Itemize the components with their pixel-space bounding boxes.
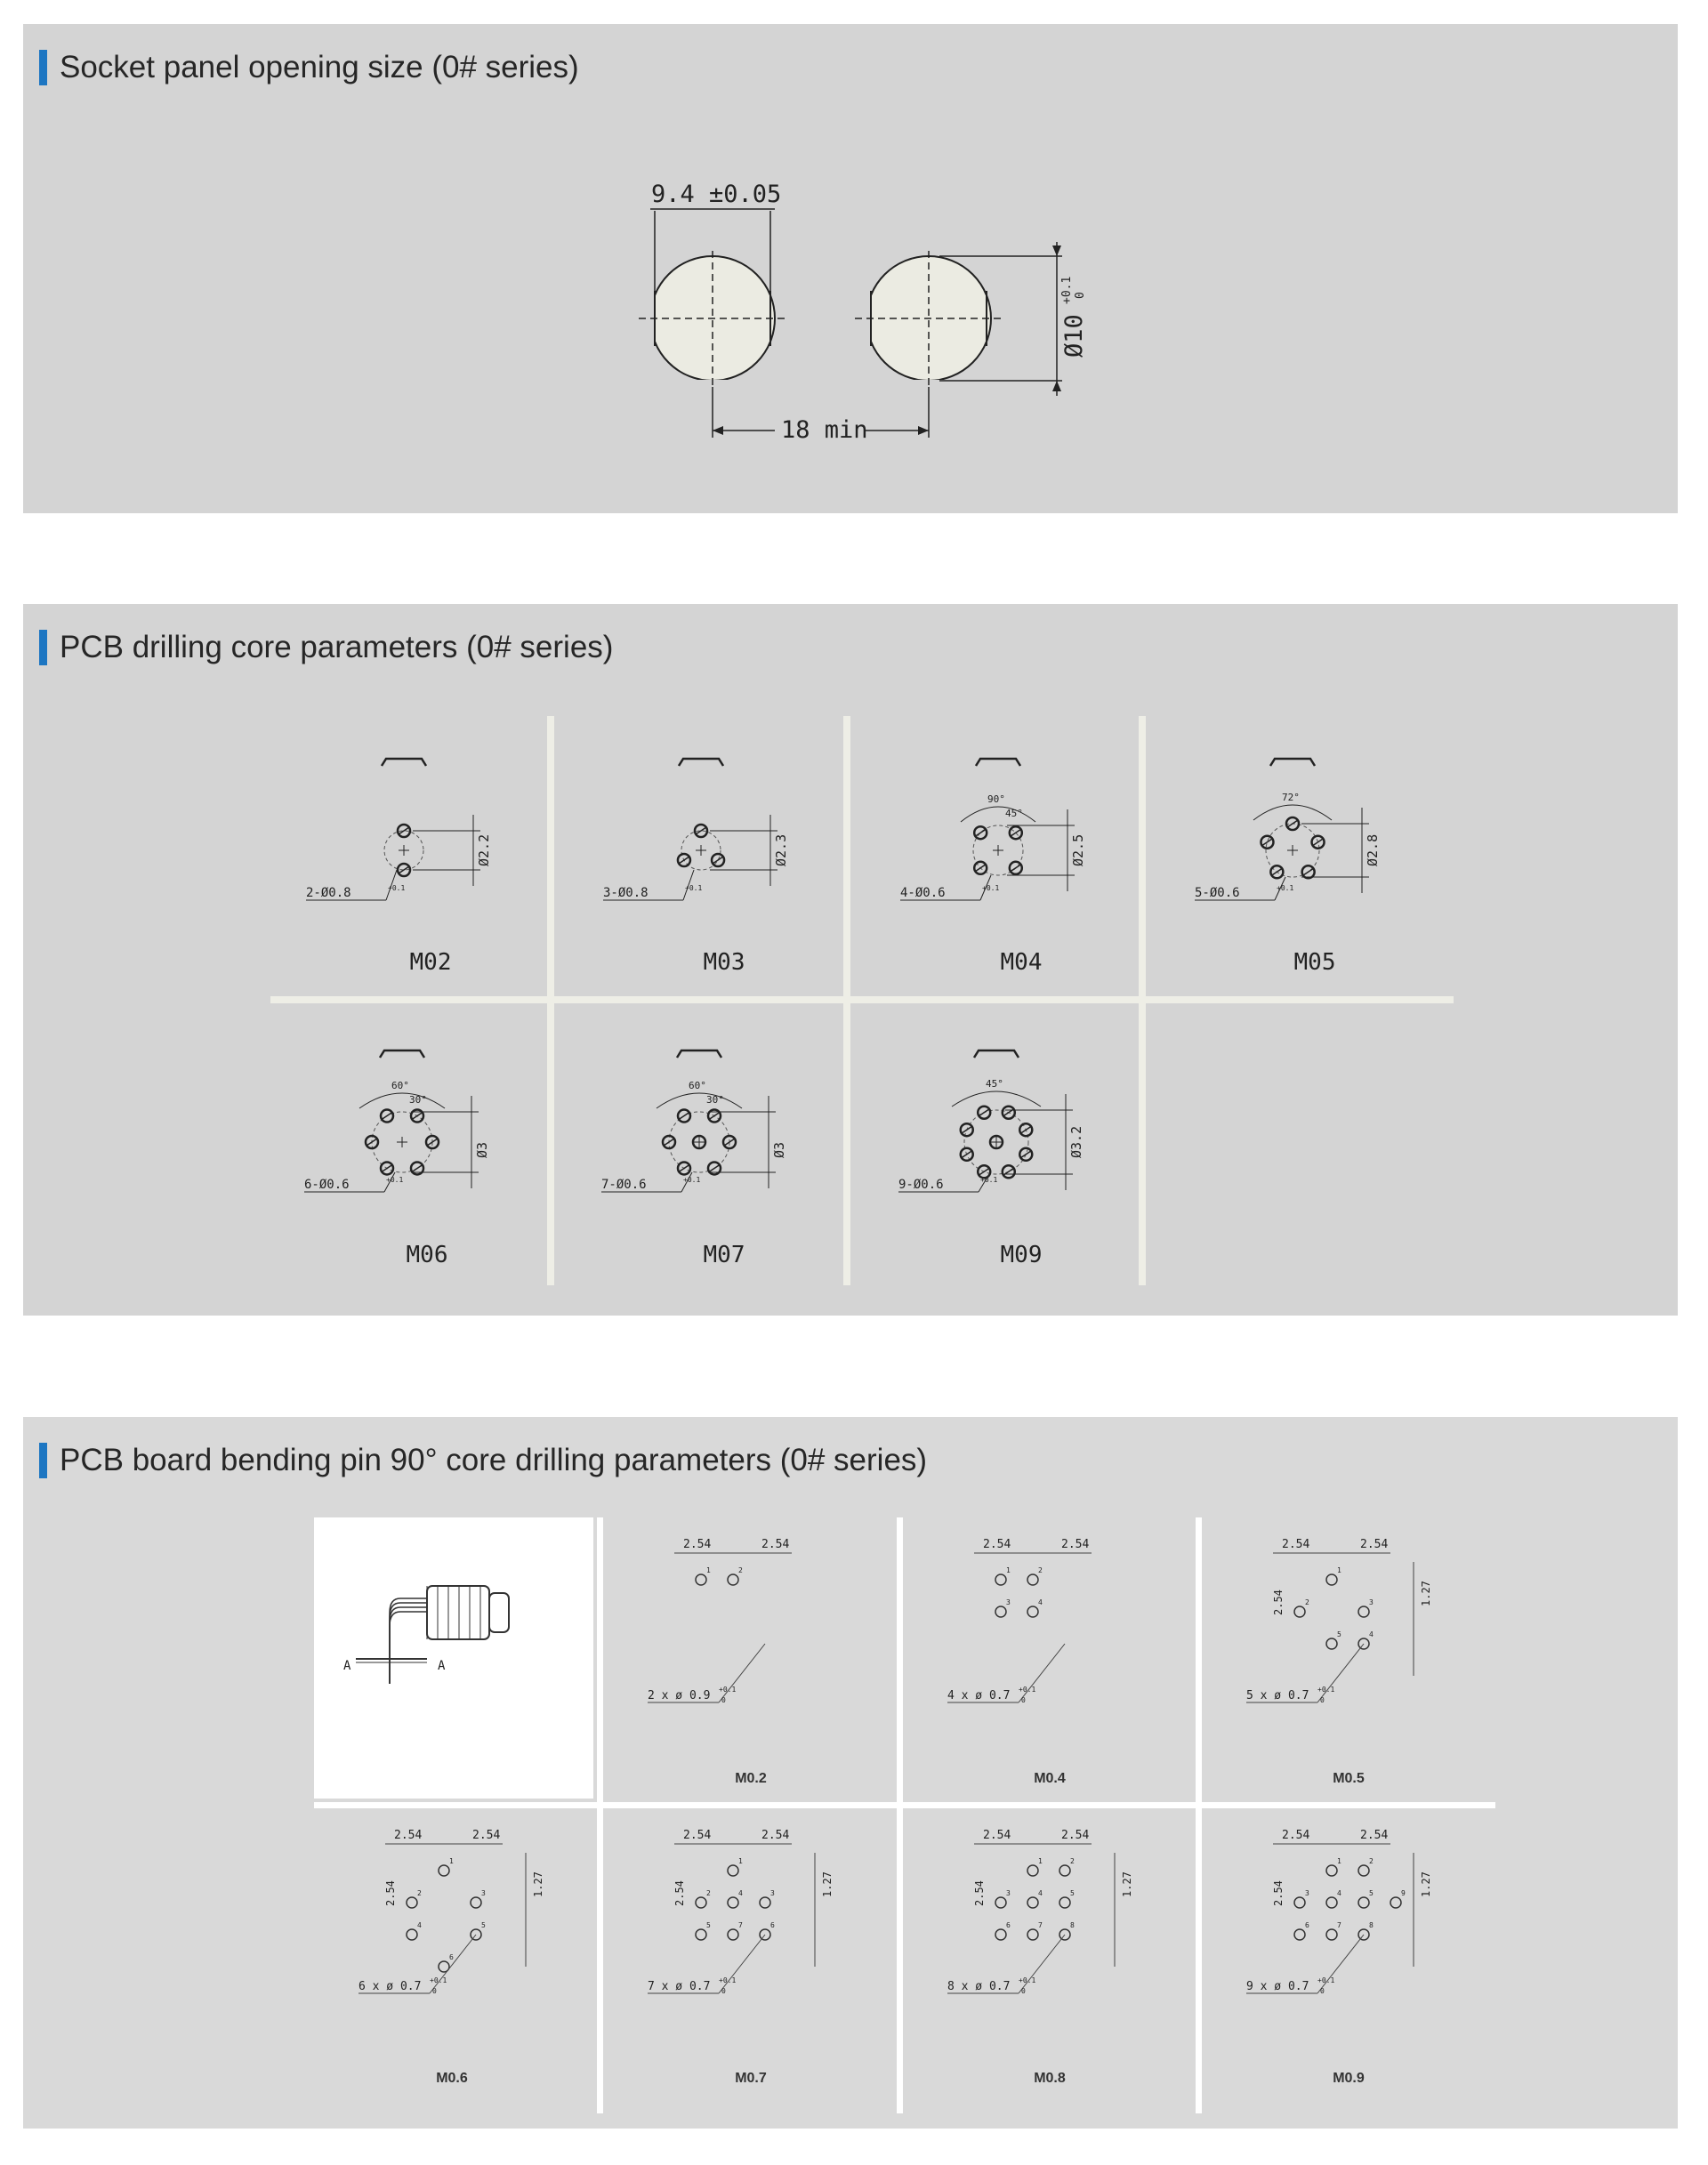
pin-hole (995, 1929, 1006, 1940)
dim-label-half: 1.27 (1121, 1871, 1133, 1897)
pin-hole (471, 1897, 481, 1908)
key-mark (677, 1050, 721, 1058)
pin-hole (1326, 1897, 1337, 1908)
angle-label-2: 45° (1005, 808, 1023, 819)
dim-label-vertical: 2.54 (1272, 1590, 1285, 1615)
angle-label: 60° (391, 1080, 409, 1091)
pin-number: 5 (1337, 1630, 1341, 1638)
pin-number: 6 (770, 1921, 775, 1929)
cell-label-m09: M09 (1000, 1242, 1043, 1268)
section-mark-right: A (438, 1659, 446, 1673)
dim-label: 2.54 (1360, 1829, 1389, 1842)
callout-leader (1019, 1644, 1065, 1702)
drill-pattern-m03 (603, 759, 789, 900)
section-mark-left: A (343, 1659, 351, 1673)
dim-label: 2.54 (761, 1538, 790, 1551)
pin-number: 3 (1369, 1598, 1374, 1606)
diameter-label: Ø2.5 (1070, 833, 1086, 866)
pin-hole (1027, 1574, 1038, 1585)
pin-hole (728, 1865, 738, 1876)
angle-label-2: 30° (706, 1094, 724, 1106)
pin-number: 1 (1337, 1566, 1341, 1574)
drill-hole-mark (1271, 868, 1282, 875)
pin-hole (1326, 1865, 1337, 1876)
pcb-drilling-drawings (23, 604, 1678, 1316)
pin-number: 3 (1006, 1889, 1011, 1897)
drill-hole-mark (979, 1109, 989, 1116)
diameter-tol-lower: 0 (1074, 292, 1087, 299)
pin-hole (1294, 1897, 1305, 1908)
hole-tolerance: +0.1 (1277, 884, 1294, 892)
hole-callout: 7-Ø0.6 (601, 1178, 647, 1192)
hole-callout: 9-Ø0.6 (898, 1178, 944, 1192)
pin-hole (1390, 1897, 1401, 1908)
dim-label: 2.54 (683, 1829, 712, 1842)
cell-label-m06: M06 (406, 1242, 448, 1268)
pin-hole (439, 1865, 449, 1876)
pin-number: 4 (1369, 1630, 1374, 1638)
drill-hole-mark (1011, 865, 1021, 872)
hole-tol-lower: 0 (1320, 1696, 1325, 1704)
pin-number: 3 (481, 1889, 486, 1897)
drill-hole-mark (679, 857, 689, 864)
dim-label-vertical: 2.54 (1272, 1880, 1285, 1906)
pin-hole (1027, 1606, 1038, 1617)
dim-label: 2.54 (683, 1538, 712, 1551)
hole-tolerance: +0.1 (386, 1176, 404, 1184)
cell-label-m0-6: M0.6 (436, 2071, 468, 2086)
panel-opening-drawing (23, 24, 1678, 513)
hole-tolerance: +0.1 (388, 884, 406, 892)
pin-number: 6 (1006, 1921, 1011, 1929)
diameter-tol-upper: +0.1 (1060, 276, 1074, 304)
pin-hole (407, 1897, 417, 1908)
pin-hole (760, 1897, 770, 1908)
bend-pattern-m0-6 (359, 1829, 544, 1995)
section-title-text: PCB drilling core parameters (0# series) (60, 630, 614, 664)
section-title-text: Socket panel opening size (0# series) (60, 50, 579, 85)
pin-hole (728, 1929, 738, 1940)
drill-hole-mark (713, 857, 723, 864)
bend-pattern-m0-2 (648, 1538, 792, 1704)
drill-hole-mark (1261, 839, 1272, 846)
pin-hole (1059, 1865, 1070, 1876)
diameter-label: Ø3 (474, 1141, 490, 1158)
pin-number: 4 (1038, 1889, 1043, 1897)
dim-label: 2.54 (1061, 1538, 1090, 1551)
drill-pattern-m07 (601, 1050, 787, 1192)
pin-hole (696, 1574, 706, 1585)
drill-hole-mark (412, 1164, 423, 1171)
pin-hole (1326, 1574, 1337, 1585)
callout-leader (1317, 1644, 1364, 1702)
drill-hole-mark (962, 1126, 972, 1133)
pin-number: 6 (449, 1953, 454, 1961)
diameter-label: Ø2.3 (773, 833, 789, 866)
hole-callout: 3-Ø0.8 (603, 886, 649, 900)
pin-number: 1 (1337, 1857, 1341, 1865)
hole-callout: 6 x ø 0.7 (359, 1980, 422, 1993)
diameter-label: Ø2.2 (476, 833, 492, 866)
pin-number: 8 (1369, 1921, 1374, 1929)
cell-label-m0-2: M0.2 (735, 1771, 767, 1786)
drill-hole-mark (367, 1139, 377, 1146)
drill-hole-mark (1313, 839, 1324, 846)
bent-pin (390, 1607, 427, 1684)
pin-hole (1358, 1606, 1369, 1617)
pcb-bending-section (23, 1417, 1678, 2129)
hole-callout: 7 x ø 0.7 (648, 1980, 711, 1993)
drill-hole-mark (664, 1139, 674, 1146)
pin-number: 7 (1337, 1921, 1341, 1929)
pin-number: 6 (1305, 1921, 1309, 1929)
hole-tol-lower: 0 (721, 1696, 726, 1704)
pin-number: 7 (738, 1921, 743, 1929)
dim-label: 2.54 (1282, 1538, 1310, 1551)
socket-panel-section (23, 24, 1678, 513)
pin-number: 3 (1006, 1598, 1011, 1606)
left-opening (639, 251, 786, 387)
pin-hole (728, 1574, 738, 1585)
cell-label-m07: M07 (703, 1242, 745, 1268)
callout-leader (719, 1644, 765, 1702)
cell-label-m0-9: M0.9 (1333, 2071, 1365, 2086)
cell-label-m05: M05 (1293, 949, 1336, 976)
pin-number: 5 (1070, 1889, 1075, 1897)
dim-label: 2.54 (1061, 1829, 1090, 1842)
bend-pattern-m0-4 (947, 1538, 1092, 1704)
angle-arc (952, 1091, 1041, 1107)
hole-tolerance: +0.1 (980, 1176, 998, 1184)
hole-callout: 5-Ø0.6 (1195, 886, 1240, 900)
dim-label: 2.54 (1360, 1538, 1389, 1551)
hole-tolerance: +0.1 (685, 884, 703, 892)
drill-hole-mark (1303, 868, 1314, 875)
pin-number: 1 (1038, 1857, 1043, 1865)
pin-hole (995, 1574, 1006, 1585)
drill-hole-mark (975, 865, 986, 872)
key-mark (380, 1050, 424, 1058)
dim-label: 2.54 (394, 1829, 423, 1842)
hole-tol-upper: +0.1 (1019, 1976, 1036, 1984)
pin-hole (728, 1897, 738, 1908)
drill-hole-mark (679, 1164, 689, 1171)
pin-hole (1326, 1929, 1337, 1940)
right-opening (855, 251, 1003, 387)
pin-hole (1027, 1897, 1038, 1908)
pin-hole (1294, 1606, 1305, 1617)
pin-number: 4 (738, 1889, 743, 1897)
dim-label: 2.54 (761, 1829, 790, 1842)
hole-callout: 6-Ø0.6 (304, 1178, 350, 1192)
cell-label-m0-8: M0.8 (1034, 2071, 1066, 2086)
pin-hole (1027, 1929, 1038, 1940)
pin-number: 2 (1070, 1857, 1075, 1865)
drill-hole-mark (975, 829, 986, 836)
connector-nut (489, 1593, 509, 1632)
pin-number: 5 (1369, 1889, 1374, 1897)
pin-hole (1059, 1897, 1070, 1908)
cell-label-m02: M02 (409, 949, 452, 976)
angle-arc (359, 1093, 445, 1108)
cell-label-m0-5: M0.5 (1333, 1771, 1365, 1786)
hole-tol-upper: +0.1 (1019, 1686, 1036, 1694)
drill-hole-mark (382, 1164, 392, 1171)
cell-label-m0-4: M0.4 (1034, 1771, 1066, 1786)
pin-hole (1326, 1638, 1337, 1649)
callout-leader (1019, 1935, 1065, 1993)
pin-number: 1 (706, 1566, 711, 1574)
drill-pattern-m05 (1195, 759, 1381, 900)
pin-hole (1294, 1929, 1305, 1940)
pin-hole (995, 1606, 1006, 1617)
section-title-text: PCB board bending pin 90° core drilling parameters (0# series) (60, 1443, 928, 1477)
pin-number: 3 (770, 1889, 775, 1897)
drill-hole-mark (962, 1151, 972, 1158)
key-mark (382, 759, 426, 766)
drill-hole-mark (979, 1168, 989, 1175)
pin-hole (1027, 1865, 1038, 1876)
pin-hole (1358, 1865, 1369, 1876)
bend-pattern-m0-9 (1246, 1829, 1432, 1995)
pin-hole (407, 1929, 417, 1940)
pin-number: 5 (706, 1921, 711, 1929)
pin-number: 3 (1305, 1889, 1309, 1897)
dim-label: 2.54 (1282, 1829, 1310, 1842)
pin-number: 7 (1038, 1921, 1043, 1929)
angle-arc (961, 807, 1035, 822)
bend-pattern-m0-8 (947, 1829, 1133, 1995)
drill-pattern-m06 (304, 1050, 490, 1192)
callout-leader (719, 1935, 765, 1993)
hole-tol-upper: +0.1 (430, 1976, 447, 1984)
pin-number: 2 (1038, 1566, 1043, 1574)
drill-pattern-m02 (306, 759, 492, 900)
hole-tolerance: +0.1 (683, 1176, 701, 1184)
pin-hole (696, 1929, 706, 1940)
pin-hole (995, 1897, 1006, 1908)
pin-hole (696, 1897, 706, 1908)
bent-pin (390, 1612, 427, 1684)
width-dimension: 9.4 ±0.05 (651, 181, 782, 208)
diameter-label: Ø2.8 (1365, 833, 1381, 866)
hole-tol-upper: +0.1 (1317, 1686, 1335, 1694)
dim-label-vertical: 2.54 (673, 1880, 686, 1906)
key-mark (976, 759, 1020, 766)
angle-label: 45° (986, 1078, 1003, 1090)
drill-hole-mark (1011, 829, 1021, 836)
hole-tol-upper: +0.1 (719, 1686, 737, 1694)
pin-number: 2 (1369, 1857, 1374, 1865)
callout-leader (1317, 1935, 1364, 1993)
hole-callout: 2 x ø 0.9 (648, 1689, 711, 1702)
dim-label-vertical: 2.54 (384, 1880, 397, 1906)
pcb-bending-drawings (23, 1417, 1678, 2129)
hole-tol-lower: 0 (432, 1987, 437, 1995)
drill-hole-mark (382, 1113, 392, 1120)
hole-tolerance: +0.1 (982, 884, 1000, 892)
hole-tol-lower: 0 (721, 1987, 726, 1995)
callout-leader (430, 1935, 476, 1993)
drill-hole-mark (1020, 1126, 1031, 1133)
pin-number: 8 (1070, 1921, 1075, 1929)
drill-pattern-m09 (898, 1050, 1084, 1192)
hole-tol-upper: +0.1 (719, 1976, 737, 1984)
pin-number: 2 (738, 1566, 743, 1574)
bend-pattern-m0-5 (1246, 1538, 1432, 1704)
hole-tol-upper: +0.1 (1317, 1976, 1335, 1984)
hole-callout: 8 x ø 0.7 (947, 1980, 1011, 1993)
pin-number: 2 (706, 1889, 711, 1897)
pin-number: 5 (481, 1921, 486, 1929)
hole-callout: 9 x ø 0.7 (1246, 1980, 1309, 1993)
hole-callout: 4-Ø0.6 (900, 886, 946, 900)
spacing-dimension: 18 min (781, 416, 868, 444)
pin-number: 2 (1305, 1598, 1309, 1606)
dim-label-half: 1.27 (1420, 1871, 1432, 1897)
right-angle-connector-illustration (343, 1586, 509, 1684)
diameter-label: Ø3.2 (1068, 1125, 1084, 1158)
drill-hole-mark (709, 1164, 720, 1171)
pin-number: 4 (1038, 1598, 1043, 1606)
dim-label: 2.54 (983, 1829, 1011, 1842)
key-mark (679, 759, 723, 766)
pin-hole (1358, 1897, 1369, 1908)
angle-arc (657, 1093, 742, 1108)
hole-tol-lower: 0 (1021, 1696, 1026, 1704)
key-mark (974, 1050, 1019, 1058)
cell-label-m04: M04 (1000, 949, 1043, 976)
drill-hole-mark (679, 1113, 689, 1120)
dim-label-vertical: 2.54 (973, 1880, 986, 1906)
bend-pattern-m0-7 (648, 1829, 834, 1995)
bent-pin (390, 1603, 427, 1684)
dim-label-half: 1.27 (821, 1871, 834, 1897)
diameter-label: Ø3 (771, 1141, 787, 1158)
hole-tol-lower: 0 (1320, 1987, 1325, 1995)
key-mark (1270, 759, 1315, 766)
pin-number: 9 (1401, 1889, 1406, 1897)
drill-hole-mark (1020, 1151, 1031, 1158)
hole-callout: 2-Ø0.8 (306, 886, 351, 900)
angle-label: 72° (1282, 792, 1300, 803)
cell-label-m0-7: M0.7 (735, 2071, 767, 2086)
dim-label: 2.54 (983, 1538, 1011, 1551)
pin-number: 2 (417, 1889, 422, 1897)
pin-number: 4 (417, 1921, 422, 1929)
cell-label-m03: M03 (703, 949, 745, 976)
hole-tol-lower: 0 (1021, 1987, 1026, 1995)
pin-number: 1 (738, 1857, 743, 1865)
dim-label-half: 1.27 (532, 1871, 544, 1897)
dim-label: 2.54 (472, 1829, 501, 1842)
angle-label-2: 30° (409, 1094, 427, 1106)
hole-callout: 5 x ø 0.7 (1246, 1689, 1309, 1702)
angle-label: 90° (987, 793, 1005, 805)
pcb-drilling-section (23, 604, 1678, 1316)
hole-callout: 4 x ø 0.7 (947, 1689, 1011, 1702)
angle-label: 60° (689, 1080, 706, 1091)
pin-number: 4 (1337, 1889, 1341, 1897)
diameter-dimension: Ø10 (1060, 314, 1088, 358)
dim-label-half: 1.27 (1420, 1581, 1432, 1606)
drill-pattern-m04 (900, 759, 1086, 900)
pin-number: 1 (449, 1857, 454, 1865)
pin-number: 1 (1006, 1566, 1011, 1574)
